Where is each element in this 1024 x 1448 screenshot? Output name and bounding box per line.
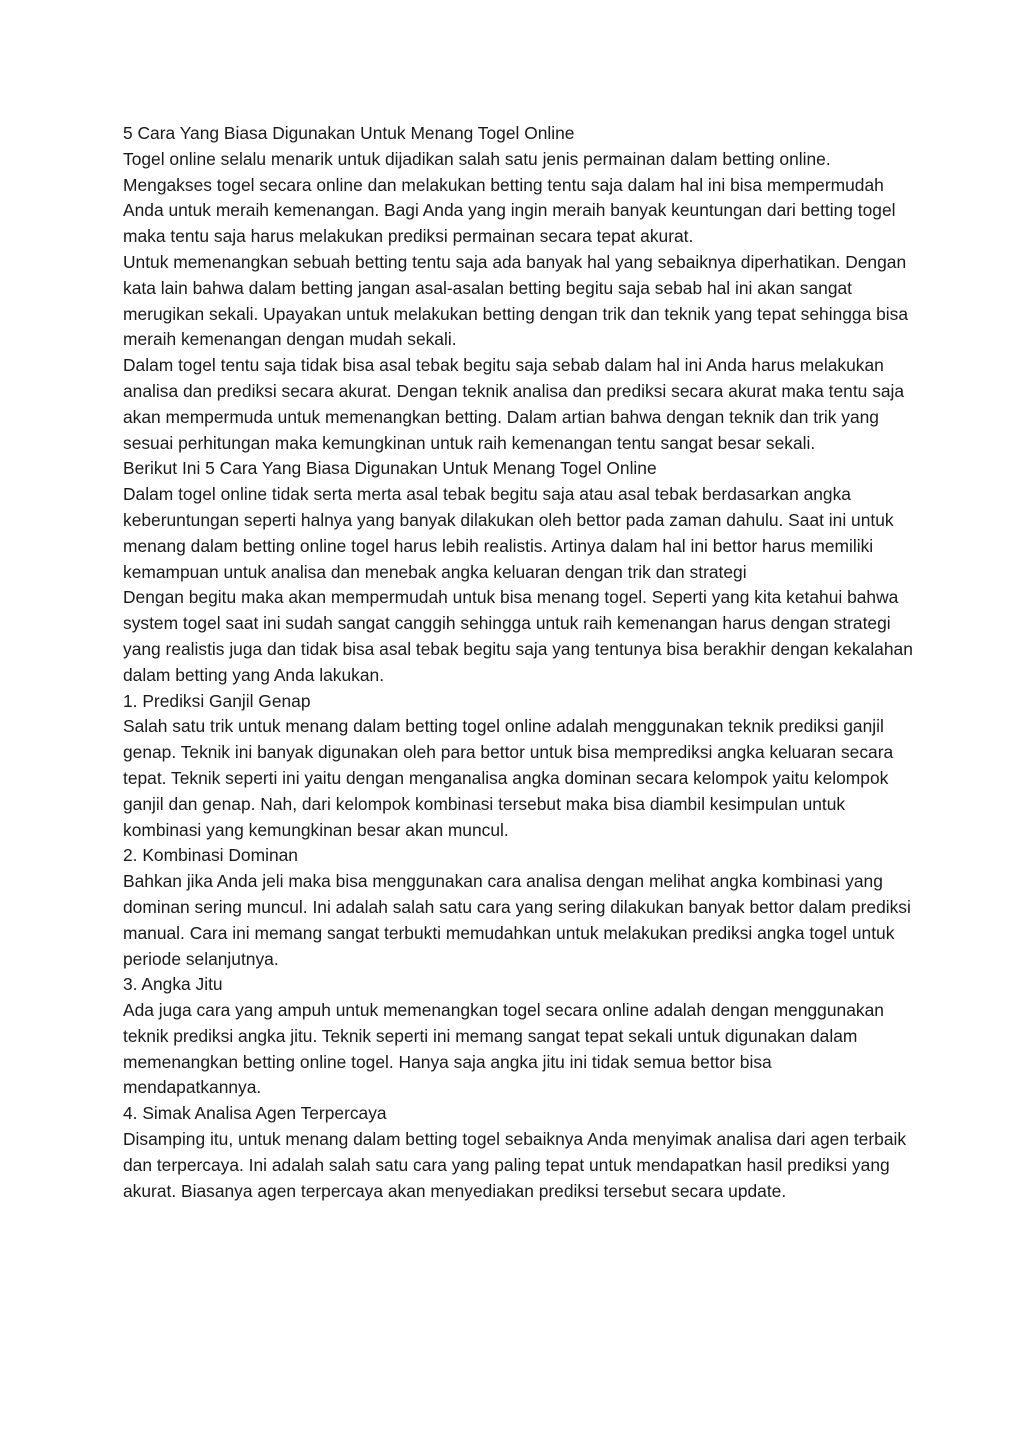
list-heading: 2. Kombinasi Dominan xyxy=(123,845,298,866)
document-title: 5 Cara Yang Biasa Digunakan Untuk Menang Togel Online xyxy=(123,123,575,143)
paragraph: Togel online selalu menarik untuk dijadikan salah satu jenis permainan dalam betting online. Mengakses togel secara online dan melakukan betting tentu saja dalam hal ini bisa mempermudah Anda untuk meraih kemenangan. Bagi Anda yang ingin meraih banyak keuntungan dari betting togel maka tentu saja harus melakukan prediksi permainan secara tepat akurat. xyxy=(123,148,896,247)
paragraph: Bahkan jika Anda jeli maka bisa menggunakan cara analisa dengan melihat angka kombinasi yang dominan sering muncul. Ini adalah salah satu cara yang sering dilakukan banyak bettor dalam prediksi manual. Cara ini memang sangat terbukti memudahkan untuk melakukan prediksi angka togel untuk periode selanjutnya. xyxy=(123,871,911,969)
paragraph: Dalam togel online tidak serta merta asal tebak begitu saja atau asal tebak berdasarkan angka keberuntungan seperti halnya yang banyak dilakukan oleh bettor pada zaman dahulu. Saat ini untuk menang dalam betting online togel harus lebih realistis. Artinya dalam hal ini bettor harus memiliki kemampuan untuk analisa dan menebak angka keluaran dengan trik dan strategi xyxy=(123,484,894,582)
list-heading: 4. Simak Analisa Agen Terpercaya xyxy=(123,1103,387,1124)
section-heading: Berikut Ini 5 Cara Yang Biasa Digunakan Untuk Menang Togel Online xyxy=(123,458,657,479)
paragraph: Dengan begitu maka akan mempermudah untuk bisa menang togel. Seperti yang kita ketahui bahwa system togel saat ini sudah sangat canggih sehingga untuk raih kemenangan harus dengan strategi yang realistis juga dan tidak bisa asal tebak begitu saja yang tentunya bisa berakhir dengan kekalahan dalam betting yang Anda lakukan. xyxy=(123,587,913,685)
document-page xyxy=(123,121,913,1204)
paragraph: Disamping itu, untuk menang dalam betting togel sebaiknya Anda menyimak analisa dari agen terbaik dan terpercaya. Ini adalah salah satu cara yang paling tepat untuk mendapatkan hasil prediksi yang akurat. Biasanya agen terpercaya akan menyediakan prediksi tersebut secara update. xyxy=(123,1129,907,1201)
list-heading: 1. Prediksi Ganjil Genap xyxy=(123,690,311,711)
paragraph: Ada juga cara yang ampuh untuk memenangkan togel secara online adalah dengan menggunakan teknik prediksi angka jitu. Teknik seperti ini memang sangat tepat sekali untuk digunakan dalam memenangkan betting online togel. Hanya saja angka jitu ini tidak semua bettor bisa mendapatkannya. xyxy=(123,1000,884,1098)
paragraph: Untuk memenangkan sebuah betting tentu saja ada banyak hal yang sebaiknya diperhatikan. Dengan kata lain bahwa dalam betting jangan asal-asalan betting begitu saja sebab hal ini akan sangat merugikan sekali. Upayakan untuk melakukan betting dengan trik dan teknik yang tepat sehingga bisa meraih kemenangan dengan mudah sekali. xyxy=(123,251,909,350)
paragraph: Salah satu trik untuk menang dalam betting togel online adalah menggunakan teknik prediksi ganjil genap. Teknik ini banyak digunakan oleh para bettor untuk bisa memprediksi angka keluaran secara tepat. Teknik seperti ini yaitu dengan menganalisa angka dominan secara kelompok yaitu kelompok ganjil dan genap. Nah, dari kelompok kombinasi tersebut maka bisa diambil kesimpulan untuk kombinasi yang kemungkinan besar akan muncul. xyxy=(123,716,894,840)
paragraph: Dalam togel tentu saja tidak bisa asal tebak begitu saja sebab dalam hal ini Anda harus melakukan analisa dan prediksi secara akurat. Dengan teknik analisa dan prediksi secara akurat maka tentu saja akan mempermuda untuk memenangkan betting. Dalam artian bahwa dengan teknik dan trik yang sesuai perhitungan maka kemungkinan untuk raih kemenangan tentu sangat besar sekali. xyxy=(123,355,905,453)
list-heading: 3. Angka Jitu xyxy=(123,974,223,995)
